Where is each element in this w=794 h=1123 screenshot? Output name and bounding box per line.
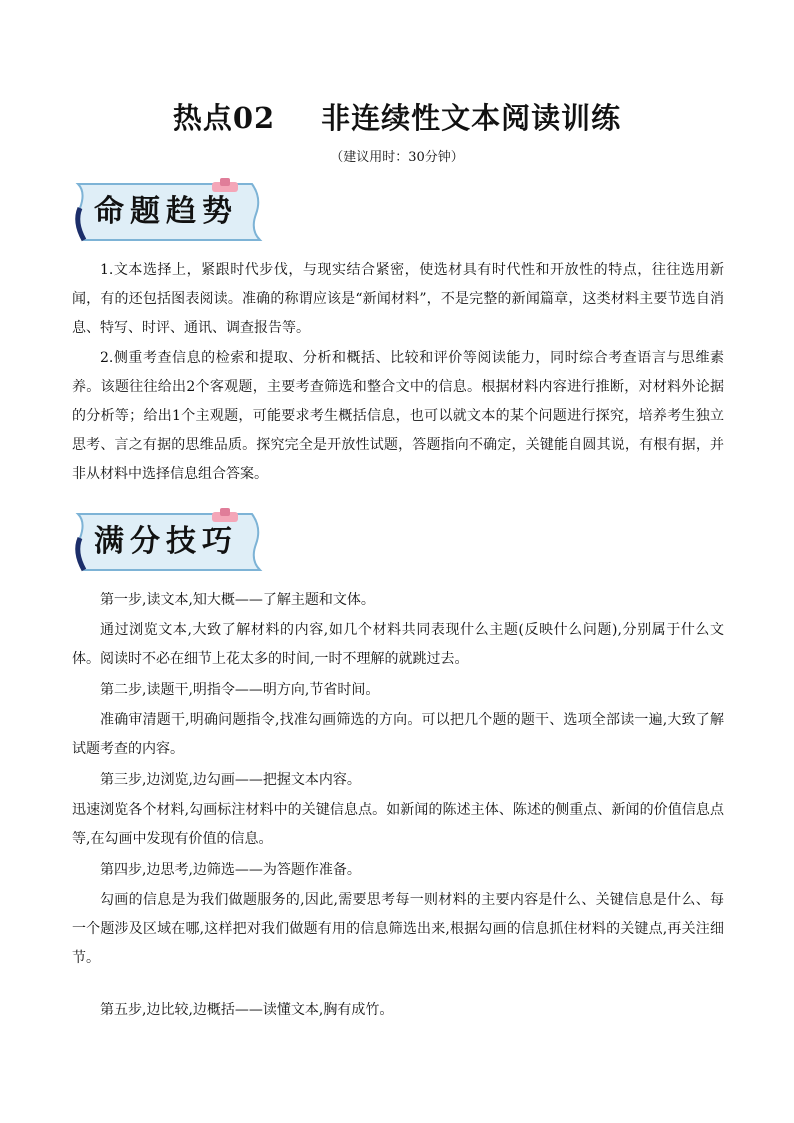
skills-paragraph-4: 勾画的信息是为我们做题服务的,因此,需要思考每一则材料的主要内容是什么、关键信息是什么、每一个题涉及区域在哪,这样把对我们做题有用的信息筛选出来,根据勾画的信息抓住材料的关键点,再关注细节。 <box>72 892 724 966</box>
trend-paragraph-1: 1.文本选择上，紧跟时代步伐，与现实结合紧密，使选材具有时代性和开放性的特点，往往选用新闻，有的还包括图表阅读。准确的称谓应该是“新闻材料”，不是完整的新闻篇章，这类材料主要节选自消息、特写、时评、通讯、调查报告等。 <box>72 262 724 336</box>
section-heading-skills: 满分技巧 <box>94 524 238 559</box>
section-banner-trend <box>70 178 270 244</box>
skills-step-3: 第三步,边浏览,边勾画——把握文本内容。 <box>100 772 361 788</box>
skills-step-2: 第二步,读题干,明指令——明方向,节省时间。 <box>100 682 380 698</box>
skills-paragraph-1: 通过浏览文本,大致了解材料的内容,如几个材料共同表现什么主题(反映什么问题),分别属于什么文体。阅读时不必在细节上花太多的时间,一时不理解的就跳过去。 <box>72 622 724 667</box>
skills-step-5: 第五步,边比较,边概括——读懂文本,胸有成竹。 <box>100 1002 394 1018</box>
section-banner-skills <box>70 508 270 574</box>
title-part-1: 热点02 <box>172 101 276 135</box>
skills-paragraph-3: 迅速浏览各个材料,勾画标注材料中的关键信息点。如新闻的陈述主体、陈述的侧重点、新闻的价值信息点等,在勾画中发现有价值的信息。 <box>72 802 724 847</box>
title-part-2: 非连续性文本阅读训练 <box>321 101 622 135</box>
skills-step-1: 第一步,读文本,知大概——了解主题和文体。 <box>100 592 375 608</box>
trend-paragraph-2: 2.侧重考查信息的检索和提取、分析和概括、比较和评价等阅读能力，同时综合考查语言与思维素养。该题往往给出2个客观题，主要考查筛选和整合文中的信息。根据材料内容进行推断，对材料外论据的分析等；给出1个主观题，可能要求考生概括信息，也可以就文本的某个问题进行探究，培养考生独立思考、言之有据的思维品质。探究完全是开放性试题，答题指向不确定，关键能自圆其说，有根有据，并非从材料中选择信息组合答案。 <box>72 350 724 482</box>
section-heading-trend: 命题趋势 <box>94 194 238 229</box>
page-title <box>0 96 794 137</box>
skills-step-4: 第四步,边思考,边筛选——为答题作准备。 <box>100 862 361 878</box>
skills-paragraph-2: 准确审清题干,明确问题指令,找准勾画筛选的方向。可以把几个题的题干、选项全部读一遍,大致了解试题考查的内容。 <box>72 712 724 757</box>
suggested-time: （建议用时：30分钟） <box>330 150 464 165</box>
